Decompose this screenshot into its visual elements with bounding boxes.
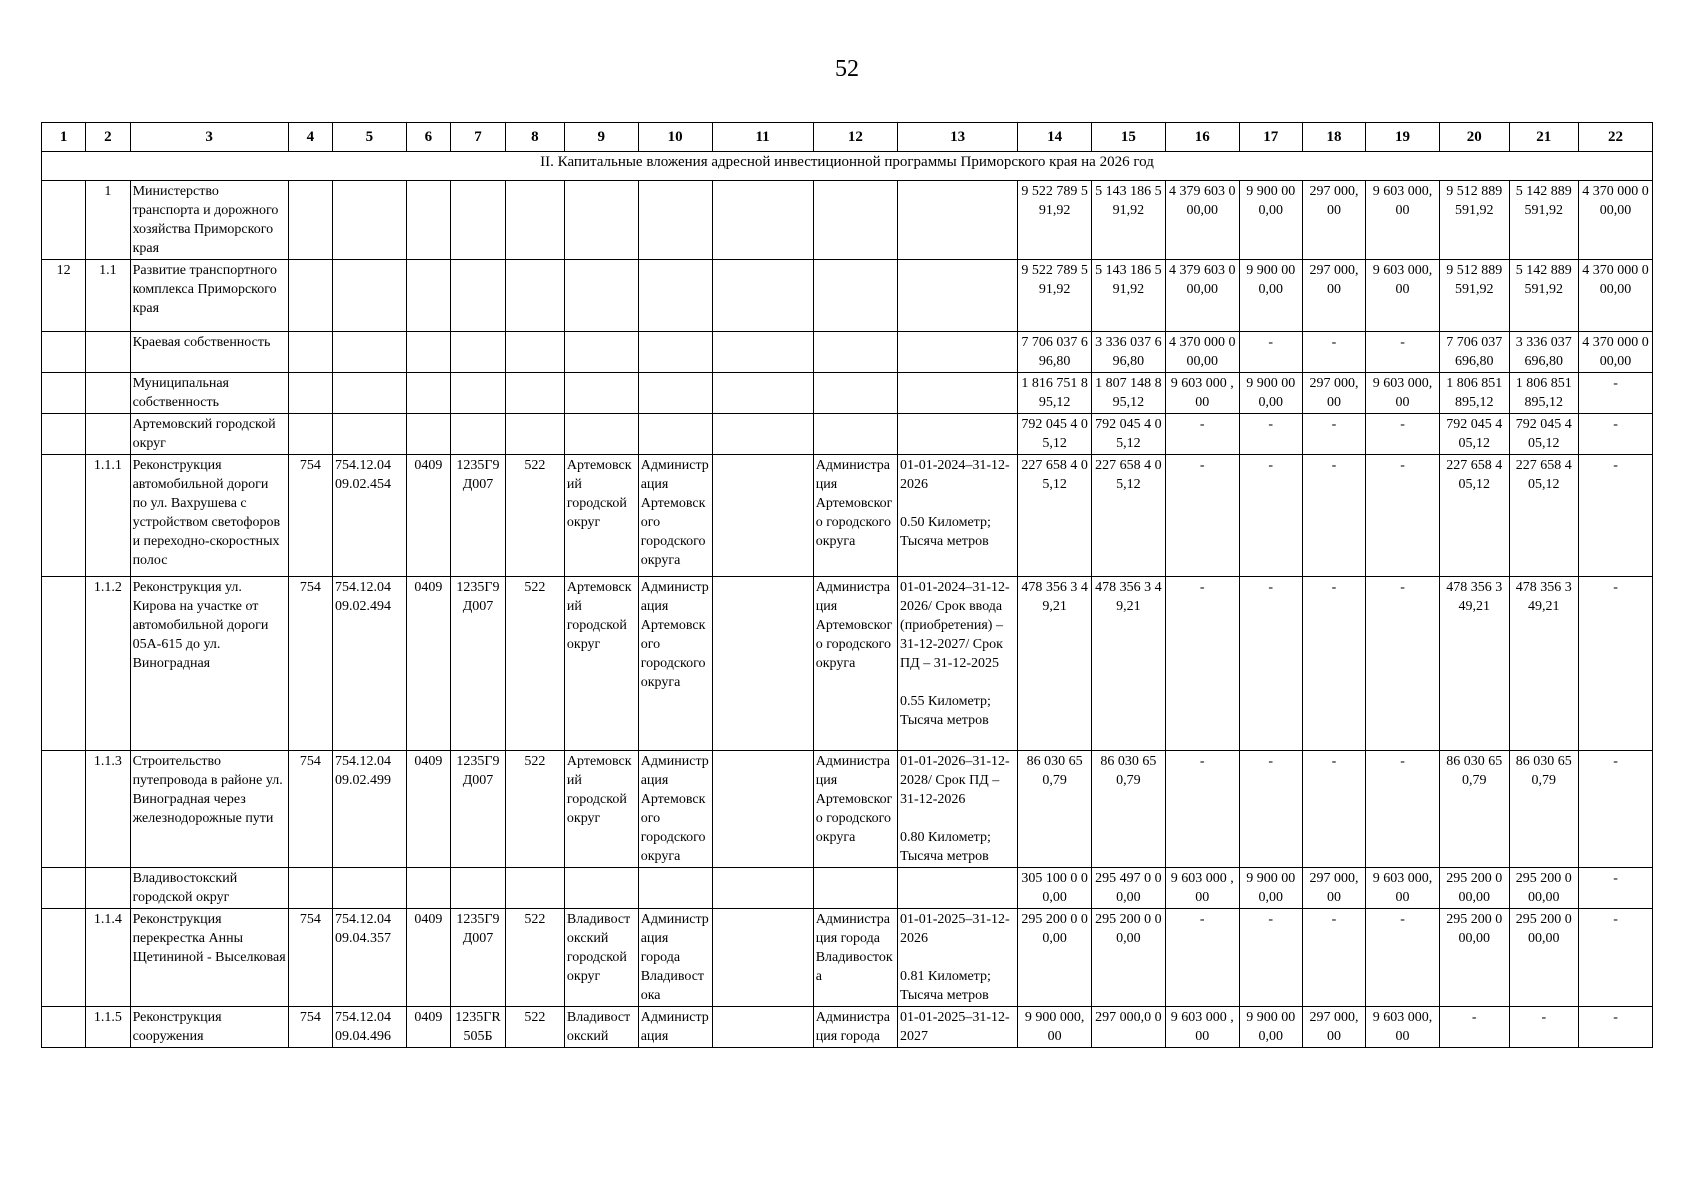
table-cell-col-21: 86 030 65 0,79: [1509, 751, 1579, 868]
table-cell-col-6: [406, 373, 450, 414]
table-cell-col-6: 0409: [406, 455, 450, 577]
table-cell-col-19: -: [1366, 332, 1440, 373]
table-cell-col-22: -: [1579, 577, 1653, 751]
table-cell-col-7: [451, 332, 506, 373]
table-cell-col-8: [505, 260, 564, 332]
table-cell-col-5: [332, 868, 406, 909]
table-cell-col-11: [712, 373, 813, 414]
table-cell-col-14: 9 522 789 591,92: [1018, 260, 1092, 332]
table-cell-col-9: [564, 373, 638, 414]
table-cell-col-16: 9 603 000 ,00: [1165, 868, 1239, 909]
table-cell-col-9: Артемовский городской округ: [564, 751, 638, 868]
table-row: [42, 909, 1653, 1007]
table-cell-col-18: -: [1302, 909, 1365, 1007]
table-row: [42, 868, 1653, 909]
table-cell-col-17: 9 900 00 0,00: [1239, 260, 1302, 332]
column-header: 6: [406, 123, 450, 152]
table-cell-col-12: Администрация Артемовского городского округа: [813, 455, 897, 577]
table-cell-col-17: 9 900 00 0,00: [1239, 868, 1302, 909]
table-cell-col-18: 297 000, 00: [1302, 868, 1365, 909]
table-cell-col-8: 522: [505, 909, 564, 1007]
table-row: [42, 751, 1653, 868]
table-cell-col-14: 9 522 789 591,92: [1018, 181, 1092, 260]
table-cell-col-11: [712, 455, 813, 577]
table-cell-col-16: 4 379 603 000,00: [1165, 260, 1239, 332]
table-cell-col-10: Администрация города Владивостока: [638, 909, 712, 1007]
table-cell-col-15: 3 336 037 696,80: [1092, 332, 1166, 373]
table-cell-col-16: 9 603 000 ,00: [1165, 1007, 1239, 1048]
table-cell-col-22: 4 370 000 000,00: [1579, 181, 1653, 260]
table-cell-col-2: 1.1.2: [86, 577, 130, 751]
table-cell-col-6: [406, 868, 450, 909]
table-cell-col-5: [332, 181, 406, 260]
table-cell-col-22: 4 370 000 000,00: [1579, 260, 1653, 332]
table-cell-col-20: 792 045 4 05,12: [1439, 414, 1509, 455]
table-cell-col-3: Артемовский городской округ: [130, 414, 288, 455]
table-cell-col-20: -: [1439, 1007, 1509, 1048]
table-cell-col-7: 1235Г9 Д007: [451, 909, 506, 1007]
table-cell-col-5: [332, 260, 406, 332]
table-cell-col-12: Администрация города Владивостока: [813, 909, 897, 1007]
table-cell-col-17: 9 900 00 0,00: [1239, 181, 1302, 260]
table-cell-col-15: 295 497 0 00,00: [1092, 868, 1166, 909]
table-cell-col-17: -: [1239, 455, 1302, 577]
table-cell-col-15: 227 658 4 05,12: [1092, 455, 1166, 577]
table-cell-col-11: [712, 751, 813, 868]
table-cell-col-22: -: [1579, 868, 1653, 909]
table-cell-col-2: [86, 868, 130, 909]
table-cell-col-20: 9 512 889 591,92: [1439, 260, 1509, 332]
table-cell-col-6: [406, 414, 450, 455]
table-cell-col-6: 0409: [406, 1007, 450, 1048]
table-cell-col-22: -: [1579, 414, 1653, 455]
table-cell-col-3: Реконструкция перекрестка Анны Щетининой - Выселковая: [130, 909, 288, 1007]
column-header: 22: [1579, 123, 1653, 152]
table-cell-col-10: [638, 868, 712, 909]
table-cell-col-3: Владивостокский городской округ: [130, 868, 288, 909]
table-cell-col-1: [42, 455, 86, 577]
table-cell-col-19: 9 603 000, 00: [1366, 260, 1440, 332]
table-cell-col-3: Муниципальная собственность: [130, 373, 288, 414]
table-cell-col-13: 01-01-2024–31-12-2026 0.50 Километр; Тысяча метров: [898, 455, 1018, 577]
table-row: [42, 577, 1653, 751]
table-cell-col-11: [712, 414, 813, 455]
table-cell-col-7: [451, 181, 506, 260]
table-cell-col-12: Администрация города: [813, 1007, 897, 1048]
table-cell-col-19: 9 603 000, 00: [1366, 373, 1440, 414]
table-cell-col-9: Артемовский городской округ: [564, 455, 638, 577]
table-cell-col-1: [42, 868, 86, 909]
table-cell-col-4: 754: [288, 909, 332, 1007]
investment-table: [41, 122, 1653, 1048]
table-cell-col-14: 86 030 65 0,79: [1018, 751, 1092, 868]
table-cell-col-7: 1235Г9 Д007: [451, 455, 506, 577]
column-header: 19: [1366, 123, 1440, 152]
table-cell-col-5: 754.12.04 09.02.454: [332, 455, 406, 577]
table-row: [42, 414, 1653, 455]
table-cell-col-9: [564, 332, 638, 373]
table-cell-col-15: 1 807 148 895,12: [1092, 373, 1166, 414]
table-cell-col-5: [332, 332, 406, 373]
table-cell-col-2: 1.1.4: [86, 909, 130, 1007]
table-cell-col-2: 1: [86, 181, 130, 260]
table-cell-col-13: [898, 414, 1018, 455]
table-cell-col-1: [42, 181, 86, 260]
table-cell-col-2: [86, 373, 130, 414]
table-cell-col-3: Краевая собственность: [130, 332, 288, 373]
table-cell-col-6: [406, 332, 450, 373]
table-row: [42, 181, 1653, 260]
table-cell-col-3: Реконструкция ул. Кирова на участке от автомобильной дороги 05А-615 до ул. Виноградная: [130, 577, 288, 751]
table-cell-col-16: -: [1165, 577, 1239, 751]
table-cell-col-18: 297 000, 00: [1302, 373, 1365, 414]
table-cell-col-22: -: [1579, 455, 1653, 577]
table-cell-col-19: 9 603 000, 00: [1366, 181, 1440, 260]
table-cell-col-21: 227 658 4 05,12: [1509, 455, 1579, 577]
table-cell-col-16: 4 370 000 000,00: [1165, 332, 1239, 373]
table-cell-col-13: [898, 260, 1018, 332]
table-cell-col-5: 754.12.04 09.04.496: [332, 1007, 406, 1048]
section-title: II. Капитальные вложения адресной инвестиционной программы Приморского края на 2026 год: [42, 152, 1653, 181]
column-header: 8: [505, 123, 564, 152]
table-cell-col-1: [42, 909, 86, 1007]
table-cell-col-7: 1235Г9 Д007: [451, 751, 506, 868]
table-cell-col-20: 1 806 851 895,12: [1439, 373, 1509, 414]
column-header: 9: [564, 123, 638, 152]
table-cell-col-1: [42, 751, 86, 868]
table-cell-col-2: 1.1.5: [86, 1007, 130, 1048]
table-cell-col-3: Строительство путепровода в районе ул. Виноградная через железнодорожные пути: [130, 751, 288, 868]
table-cell-col-2: [86, 414, 130, 455]
table-cell-col-13: 01-01-2024–31-12-2026/ Срок ввода (приобретения) – 31-12-2027/ Срок ПД – 31-12-2025 0.55 Километр; Тысяча метров: [898, 577, 1018, 751]
table-cell-col-15: 5 143 186 591,92: [1092, 260, 1166, 332]
table-cell-col-8: [505, 332, 564, 373]
table-cell-col-5: [332, 373, 406, 414]
table-cell-col-16: -: [1165, 455, 1239, 577]
table-cell-col-9: Артемовский городской округ: [564, 577, 638, 751]
table-cell-col-19: -: [1366, 577, 1440, 751]
table-cell-col-7: [451, 373, 506, 414]
table-cell-col-14: 227 658 4 05,12: [1018, 455, 1092, 577]
table-cell-col-14: 478 356 3 49,21: [1018, 577, 1092, 751]
table-cell-col-12: Администрация Артемовского городского округа: [813, 577, 897, 751]
table-cell-col-11: [712, 260, 813, 332]
table-cell-col-11: [712, 577, 813, 751]
table-cell-col-3: Реконструкция автомобильной дороги по ул. Вахрушева с устройством светофоров и переходно-скоростных полос: [130, 455, 288, 577]
table-cell-col-8: 522: [505, 751, 564, 868]
column-number-row: [42, 123, 1653, 152]
column-header: 7: [451, 123, 506, 152]
table-cell-col-22: -: [1579, 909, 1653, 1007]
table-cell-col-4: [288, 373, 332, 414]
table-cell-col-19: -: [1366, 414, 1440, 455]
table-cell-col-21: 295 200 0 00,00: [1509, 909, 1579, 1007]
table-cell-col-14: 295 200 0 00,00: [1018, 909, 1092, 1007]
table-cell-col-1: [42, 1007, 86, 1048]
table-cell-col-11: [712, 332, 813, 373]
table-cell-col-17: -: [1239, 577, 1302, 751]
table-cell-col-2: [86, 332, 130, 373]
table-cell-col-13: [898, 868, 1018, 909]
table-cell-col-5: 754.12.04 09.02.494: [332, 577, 406, 751]
table-cell-col-1: [42, 414, 86, 455]
table-cell-col-1: [42, 577, 86, 751]
column-header: 10: [638, 123, 712, 152]
table-cell-col-4: [288, 181, 332, 260]
table-cell-col-1: [42, 332, 86, 373]
table-cell-col-14: 792 045 4 05,12: [1018, 414, 1092, 455]
table-cell-col-20: 86 030 65 0,79: [1439, 751, 1509, 868]
table-cell-col-7: 1235Г9 Д007: [451, 577, 506, 751]
table-cell-col-18: -: [1302, 455, 1365, 577]
table-cell-col-10: [638, 373, 712, 414]
table-cell-col-7: 1235ГR 505Б: [451, 1007, 506, 1048]
table-cell-col-16: -: [1165, 414, 1239, 455]
table-cell-col-19: 9 603 000, 00: [1366, 868, 1440, 909]
table-cell-col-3: Развитие транспортного комплекса Приморского края: [130, 260, 288, 332]
table-body: [42, 123, 1653, 1048]
table-cell-col-18: -: [1302, 414, 1365, 455]
table-cell-col-13: 01-01-2025–31-12-2026 0.81 Километр; Тысяча метров: [898, 909, 1018, 1007]
table-cell-col-4: 754: [288, 1007, 332, 1048]
table-cell-col-17: 9 900 00 0,00: [1239, 373, 1302, 414]
table-cell-col-5: [332, 414, 406, 455]
table-cell-col-15: 792 045 4 05,12: [1092, 414, 1166, 455]
table-cell-col-21: 3 336 037 696,80: [1509, 332, 1579, 373]
table-cell-col-21: 5 142 889 591,92: [1509, 260, 1579, 332]
table-cell-col-13: 01-01-2025–31-12-2027: [898, 1007, 1018, 1048]
table-cell-col-9: [564, 414, 638, 455]
table-cell-col-1: [42, 373, 86, 414]
table-cell-col-7: [451, 414, 506, 455]
table-cell-col-15: 478 356 3 49,21: [1092, 577, 1166, 751]
table-cell-col-4: 754: [288, 751, 332, 868]
table-cell-col-6: [406, 181, 450, 260]
table-cell-col-20: 227 658 4 05,12: [1439, 455, 1509, 577]
table-cell-col-17: -: [1239, 332, 1302, 373]
table-cell-col-3: Реконструкция сооружения: [130, 1007, 288, 1048]
table-cell-col-14: 9 900 000, 00: [1018, 1007, 1092, 1048]
table-cell-col-10: Администрация Артемовского городского округа: [638, 455, 712, 577]
table-cell-col-20: 478 356 3 49,21: [1439, 577, 1509, 751]
table-cell-col-11: [712, 868, 813, 909]
table-cell-col-9: Владивостокский: [564, 1007, 638, 1048]
column-header: 17: [1239, 123, 1302, 152]
table-cell-col-13: [898, 373, 1018, 414]
table-cell-col-22: 4 370 000 000,00: [1579, 332, 1653, 373]
table-cell-col-10: [638, 260, 712, 332]
table-cell-col-11: [712, 1007, 813, 1048]
column-header: 21: [1509, 123, 1579, 152]
column-header: 18: [1302, 123, 1365, 152]
table-cell-col-16: -: [1165, 751, 1239, 868]
table-cell-col-4: 754: [288, 577, 332, 751]
table-cell-col-19: -: [1366, 455, 1440, 577]
table-cell-col-21: -: [1509, 1007, 1579, 1048]
table-cell-col-21: 295 200 0 00,00: [1509, 868, 1579, 909]
table-cell-col-6: 0409: [406, 577, 450, 751]
table-cell-col-6: [406, 260, 450, 332]
table-cell-col-20: 295 200 0 00,00: [1439, 909, 1509, 1007]
table-row: [42, 260, 1653, 332]
table-cell-col-22: -: [1579, 751, 1653, 868]
table-cell-col-11: [712, 909, 813, 1007]
column-header: 2: [86, 123, 130, 152]
table-cell-col-20: 7 706 037 696,80: [1439, 332, 1509, 373]
table-cell-col-4: 754: [288, 455, 332, 577]
table-cell-col-12: [813, 373, 897, 414]
table-row: [42, 332, 1653, 373]
table-cell-col-2: 1.1: [86, 260, 130, 332]
table-row: [42, 373, 1653, 414]
table-cell-col-21: 792 045 4 05,12: [1509, 414, 1579, 455]
table-cell-col-13: [898, 181, 1018, 260]
column-header: 20: [1439, 123, 1509, 152]
table-row: [42, 1007, 1653, 1048]
table-cell-col-7: [451, 868, 506, 909]
column-header: 3: [130, 123, 288, 152]
table-cell-col-12: Администрация Артемовского городского округа: [813, 751, 897, 868]
table-cell-col-18: -: [1302, 751, 1365, 868]
table-cell-col-21: 478 356 3 49,21: [1509, 577, 1579, 751]
table-row: [42, 455, 1653, 577]
column-header: 15: [1092, 123, 1166, 152]
column-header: 4: [288, 123, 332, 152]
table-cell-col-9: [564, 181, 638, 260]
column-header: 11: [712, 123, 813, 152]
table-cell-col-21: 5 142 889 591,92: [1509, 181, 1579, 260]
table-cell-col-12: [813, 414, 897, 455]
table-cell-col-9: [564, 868, 638, 909]
table-cell-col-18: 297 000, 00: [1302, 181, 1365, 260]
table-cell-col-10: [638, 332, 712, 373]
table-cell-col-4: [288, 260, 332, 332]
table-cell-col-8: [505, 414, 564, 455]
table-cell-col-10: Администрация Артемовского городского округа: [638, 751, 712, 868]
table-cell-col-7: [451, 260, 506, 332]
table-cell-col-14: 305 100 0 00,00: [1018, 868, 1092, 909]
table-cell-col-9: Владивостокский городской округ: [564, 909, 638, 1007]
table-cell-col-4: [288, 868, 332, 909]
table-cell-col-10: Администрация Артемовского городского округа: [638, 577, 712, 751]
table-cell-col-18: -: [1302, 332, 1365, 373]
table-cell-col-2: 1.1.3: [86, 751, 130, 868]
table-cell-col-9: [564, 260, 638, 332]
table-cell-col-12: [813, 181, 897, 260]
table-cell-col-17: -: [1239, 751, 1302, 868]
table-cell-col-20: 9 512 889 591,92: [1439, 181, 1509, 260]
table-cell-col-10: [638, 181, 712, 260]
table-cell-col-13: 01-01-2026–31-12-2028/ Срок ПД – 31-12-2026 0.80 Километр; Тысяча метров: [898, 751, 1018, 868]
table-cell-col-15: 5 143 186 591,92: [1092, 181, 1166, 260]
table-cell-col-8: [505, 181, 564, 260]
table-cell-col-20: 295 200 0 00,00: [1439, 868, 1509, 909]
table-cell-col-21: 1 806 851 895,12: [1509, 373, 1579, 414]
table-cell-col-6: 0409: [406, 751, 450, 868]
table-cell-col-15: 297 000,0 0: [1092, 1007, 1166, 1048]
table-cell-col-13: [898, 332, 1018, 373]
table-cell-col-12: [813, 868, 897, 909]
table-cell-col-8: [505, 868, 564, 909]
page-number: 52: [835, 56, 859, 82]
section-row: [42, 152, 1653, 181]
table-cell-col-18: -: [1302, 577, 1365, 751]
table-cell-col-8: 522: [505, 577, 564, 751]
table-cell-col-16: 4 379 603 000,00: [1165, 181, 1239, 260]
table-cell-col-14: 1 816 751 895,12: [1018, 373, 1092, 414]
table-cell-col-4: [288, 414, 332, 455]
table-cell-col-16: 9 603 000 ,00: [1165, 373, 1239, 414]
table-cell-col-16: -: [1165, 909, 1239, 1007]
table-cell-col-3: Министерство транспорта и дорожного хозяйства Приморского края: [130, 181, 288, 260]
column-header: 1: [42, 123, 86, 152]
table-cell-col-15: 295 200 0 00,00: [1092, 909, 1166, 1007]
table-cell-col-8: [505, 373, 564, 414]
table-cell-col-11: [712, 181, 813, 260]
column-header: 13: [898, 123, 1018, 152]
column-header: 5: [332, 123, 406, 152]
table-cell-col-18: 297 000, 00: [1302, 260, 1365, 332]
table-cell-col-5: 754.12.04 09.02.499: [332, 751, 406, 868]
table-cell-col-22: -: [1579, 373, 1653, 414]
table-cell-col-19: 9 603 000, 00: [1366, 1007, 1440, 1048]
table-cell-col-15: 86 030 65 0,79: [1092, 751, 1166, 868]
table-cell-col-10: [638, 414, 712, 455]
table-cell-col-14: 7 706 037 696,80: [1018, 332, 1092, 373]
table-cell-col-22: -: [1579, 1007, 1653, 1048]
table-cell-col-1: 12: [42, 260, 86, 332]
table-cell-col-8: 522: [505, 455, 564, 577]
table-cell-col-18: 297 000, 00: [1302, 1007, 1365, 1048]
column-header: 14: [1018, 123, 1092, 152]
table-cell-col-4: [288, 332, 332, 373]
table-cell-col-12: [813, 332, 897, 373]
table-cell-col-17: 9 900 00 0,00: [1239, 1007, 1302, 1048]
table-cell-col-8: 522: [505, 1007, 564, 1048]
column-header: 16: [1165, 123, 1239, 152]
table-cell-col-10: Администрация: [638, 1007, 712, 1048]
table-cell-col-5: 754.12.04 09.04.357: [332, 909, 406, 1007]
column-header: 12: [813, 123, 897, 152]
table-cell-col-12: [813, 260, 897, 332]
table-cell-col-17: -: [1239, 414, 1302, 455]
table-cell-col-6: 0409: [406, 909, 450, 1007]
table-cell-col-19: -: [1366, 751, 1440, 868]
table-cell-col-2: 1.1.1: [86, 455, 130, 577]
table-cell-col-17: -: [1239, 909, 1302, 1007]
table-cell-col-19: -: [1366, 909, 1440, 1007]
